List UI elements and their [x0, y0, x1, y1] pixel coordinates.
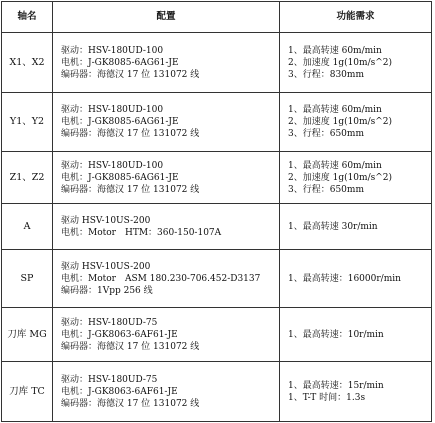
function-line: 2、加速度 1g(10m/s^2): [288, 117, 393, 127]
function-line: 1、最高转速 60m/min: [288, 45, 382, 56]
config-line: 编码器：海德汉 17 位 131072 线: [61, 341, 200, 352]
function-line: 1、最高转速 60m/min: [288, 105, 382, 115]
axis-name-cell: A: [2, 204, 53, 250]
function-line: 1、T-T 时间：1.3s: [288, 392, 366, 403]
header-row: [2, 2, 432, 33]
config-cell: [53, 308, 280, 362]
axis-name-cell: SP: [2, 250, 53, 308]
config-line: 驱动：HSV-180UD-100: [61, 160, 164, 171]
function-cell: [280, 152, 432, 204]
config-line: 电机：Motor ASM 180.230-706.452-D3137: [61, 273, 261, 284]
function-line: 1、最高转速：16000r/min: [288, 273, 401, 284]
function-cell: [280, 93, 432, 152]
config-line: 驱动：HSV-180UD-75: [61, 374, 158, 385]
axis-name-cell: 刀库 TC: [2, 362, 53, 422]
config-line: 编码器：海德汉 17 位 131072 线: [61, 129, 200, 139]
table-row: [2, 152, 432, 204]
function-cell: [280, 204, 432, 250]
table-row: [2, 308, 432, 362]
function-line: 3、行程：830mm: [288, 69, 364, 80]
config-line: 电机：J-GK8085-6AG61-JE: [61, 117, 179, 127]
table-row: [2, 362, 432, 422]
axis-name-cell: Y1、Y2: [2, 93, 53, 152]
function-line: 1、最高转速：10r/min: [288, 329, 384, 340]
header-function: 功能需求: [280, 2, 432, 33]
axis-name-cell: X1、X2: [2, 33, 53, 93]
config-line: 编码器：海德汉 17 位 131072 线: [61, 184, 200, 195]
config-line: 驱动：HSV-180UD-75: [61, 317, 158, 328]
table-row: [2, 250, 432, 308]
config-cell: [53, 204, 280, 250]
function-line: 2、加速度 1g(10m/s^2): [288, 57, 393, 68]
axis-name-cell: Z1、Z2: [2, 152, 53, 204]
header-config: 配置: [53, 2, 280, 33]
table-row: [2, 93, 432, 152]
config-cell: [53, 362, 280, 422]
config-line: 驱动：HSV-180UD-100: [61, 105, 164, 115]
config-cell: [53, 250, 280, 308]
config-line: 编码器：海德汉 17 位 131072 线: [61, 69, 200, 80]
function-cell: [280, 33, 432, 93]
config-cell: [53, 152, 280, 204]
config-line: 编码器：1Vpp 256 线: [61, 285, 153, 296]
axis-name-cell: 刀库 MG: [2, 308, 53, 362]
function-line: 2、加速度 1g(10m/s^2): [288, 172, 393, 183]
function-line: 1、最高转速 60m/min: [288, 160, 382, 171]
function-cell: [280, 362, 432, 422]
config-cell: [53, 33, 280, 93]
table-row: [2, 33, 432, 93]
config-line: 驱动 HSV-10US-200: [61, 261, 151, 272]
function-cell: [280, 308, 432, 362]
function-line: 3、行程：650mm: [288, 184, 364, 195]
function-cell: [280, 250, 432, 308]
axis-config-table: [1, 1, 432, 422]
config-cell: [53, 93, 280, 152]
config-line: 电机：J-GK8063-6AF61-JE: [61, 386, 178, 397]
header-axis: 轴名: [2, 2, 53, 33]
config-line: 驱动 HSV-10US-200: [61, 215, 151, 226]
config-line: 驱动：HSV-180UD-100: [61, 45, 164, 56]
config-line: 电机：Motor HTM：360-150-107A: [61, 227, 222, 238]
function-line: 1、最高转速 30r/min: [288, 221, 378, 232]
config-line: 电机：J-GK8063-6AF61-JE: [61, 329, 178, 340]
config-line: 电机：J-GK8085-6AG61-JE: [61, 57, 179, 68]
config-line: 编码器：海德汉 17 位 131072 线: [61, 398, 200, 409]
function-line: 3、行程：650mm: [288, 129, 364, 139]
function-line: 1、最高转速：15r/min: [288, 380, 384, 391]
config-line: 电机：J-GK8085-6AG61-JE: [61, 172, 179, 183]
table-row: [2, 204, 432, 250]
